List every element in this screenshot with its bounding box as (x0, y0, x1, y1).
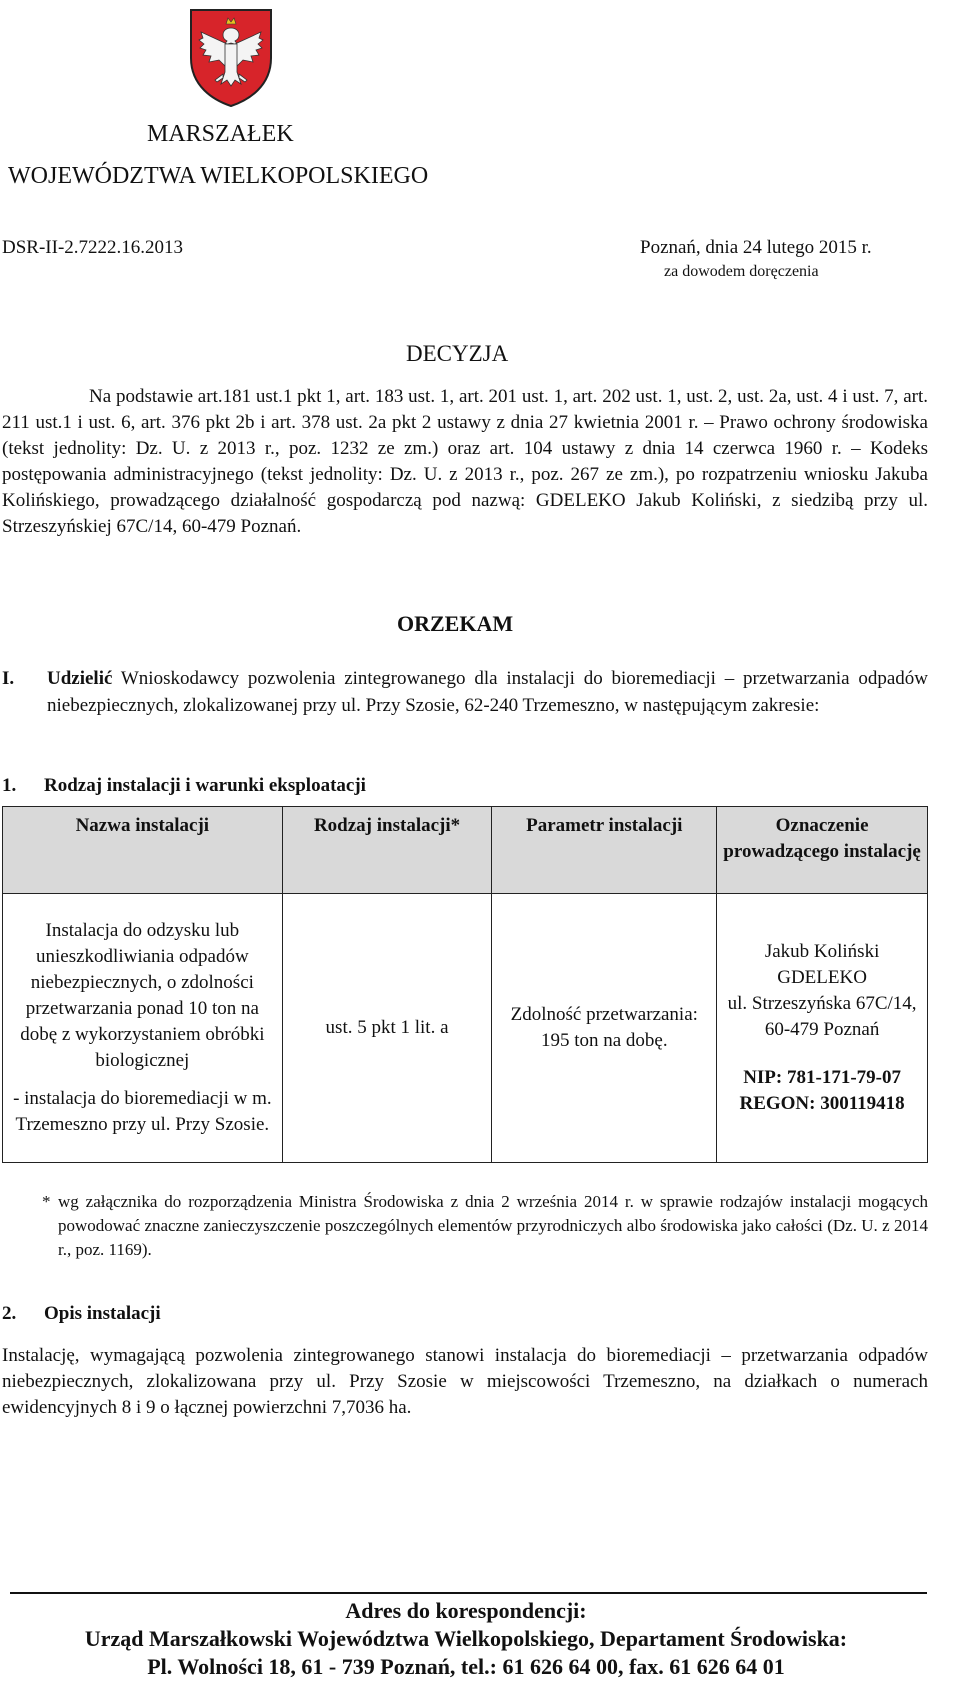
operator-address-street: ul. Strzeszyńska 67C/14, (727, 993, 917, 1014)
point-one-number: I. (2, 668, 15, 689)
section-1-number: 1. (2, 775, 17, 796)
header-installation-name: Nazwa instalacji (3, 807, 283, 894)
footer-divider (10, 1592, 927, 1594)
section-2-title: Opis instalacji (44, 1303, 161, 1324)
section-1-title: Rodzaj instalacji i warunki eksploatacji (44, 775, 366, 796)
delivery-note: za dowodem doręczenia (664, 263, 819, 280)
installation-location: - instalacja do bioremediacji w m. Trzemeszno przy ul. Przy Szosie. (13, 1088, 272, 1135)
installation-description: Instalacja do odzysku lub unieszkodliwiania odpadów niebezpiecznych, o zdolności przetwarzania ponad 10 ton na dobę z wykorzystaniem obróbki biologicznej (20, 920, 265, 1071)
operator-address-city: 60-479 Poznań (764, 1019, 880, 1040)
footer-address-label: Adres do korespondencji: (345, 1598, 587, 1623)
legal-basis-paragraph: Na podstawie art.181 ust.1 pkt 1, art. 183 ust. 1, art. 201 ust. 1, art. 202 ust. 1, ust. 2, ust. 2a, ust. 4 i ust. 7, art. 211 ust.1 i ust. 6, art. 376 pkt 2b i art. 378 ust. 2a pkt 2 ustawy z dnia 27 kwietnia 2001 r. – Prawo ochrony środowiska (tekst jednolity: Dz. U. z 2013 r., poz. 1232 ze zm.) oraz art. 104 ustawy z dnia 14 czerwca 1960 r. – Kodeks postępowania administracyjnego (tekst jednolity: Dz. U. z 2013 r., poz. 267 ze zm.), po rozpatrzeniu wniosku Jakuba Kolińskiego, prowadzącego działalność gospodarczą pod nazwą: GDELEKO Jakub Koliński, z siedzibą przy ul. Strzeszyńskiej 67C/14, 60-479 Poznań. (2, 386, 928, 537)
header-marshal: MARSZAŁEK (147, 121, 294, 147)
point-one-lead: Udzielić (47, 668, 113, 689)
footnote-star: * (42, 1192, 51, 1211)
point-one-text (47, 665, 928, 719)
cell-operator (717, 894, 928, 1163)
coat-of-arms-icon (187, 6, 275, 108)
table-header-row (3, 807, 928, 894)
operator-company: GDELEKO (777, 967, 867, 988)
operator-regon: REGON: 300119418 (739, 1093, 905, 1114)
header-installation-parameter: Parametr instalacji (492, 807, 717, 894)
table-row (3, 894, 928, 1163)
point-one (2, 665, 928, 719)
operator-name: Jakub Koliński (764, 941, 880, 962)
cell-installation-parameter: Zdolność przetwarzania: 195 ton na dobę. (492, 894, 717, 1163)
table-footnote (42, 1190, 928, 1262)
section-2-heading (2, 1303, 161, 1325)
footnote-text: wg załącznika do rozporządzenia Ministra Środowiska z dnia 2 września 2014 r. w sprawie rodzajów instalacji mogących powodować znaczne zanieczyszczenie poszczególnych elementów przyrodniczych albo środowiska jako całości (Dz. U. z 2014 r., poz. 1169). (58, 1192, 928, 1259)
reference-number: DSR-II-2.7222.16.2013 (2, 237, 184, 258)
footer-office: Urząd Marszałkowski Województwa Wielkopolskiego, Departament Środowiska: (84, 1626, 848, 1651)
header-voivodeship: WOJEWÓDZTWA WIELKOPOLSKIEGO (8, 163, 429, 189)
cell-installation-name (3, 894, 283, 1163)
place-date: Poznań, dnia 24 lutego 2015 r. (640, 237, 872, 258)
header-operator: Oznaczenie prowadzącego instalację (717, 807, 928, 894)
cell-installation-type: ust. 5 pkt 1 lit. a (282, 894, 492, 1163)
section-1-heading (2, 775, 366, 797)
header-installation-type: Rodzaj instalacji* (282, 807, 492, 894)
footer-contact: Pl. Wolności 18, 61 - 739 Poznań, tel.: 61 626 64 00, fax. 61 626 64 01 (147, 1654, 785, 1679)
orzekam-heading: ORZEKAM (397, 611, 514, 636)
point-one-body: Wnioskodawcy pozwolenia zintegrowanego dla instalacji do bioremediacji – przetwarzania odpadów niebezpiecznych, zlokalizowanej przy ul. Przy Szosie, 62-240 Trzemeszno, w następującym zakresie: (47, 668, 928, 716)
section-2-number: 2. (2, 1303, 17, 1324)
document-title: DECYZJA (406, 341, 509, 366)
installation-table (2, 806, 928, 1163)
operator-nip: NIP: 781-171-79-07 (743, 1067, 901, 1088)
section-2-text: Instalację, wymagającą pozwolenia zintegrowanego stanowi instalacja do bioremediacji – przetwarzania odpadów niebezpiecznych, zlokalizowana przy ul. Przy Szosie w miejscowości Trzemeszno, na działkach o numerach ewidencyjnych 8 i 9 o łącznej powierzchni 7,7036 ha. (2, 1345, 928, 1418)
